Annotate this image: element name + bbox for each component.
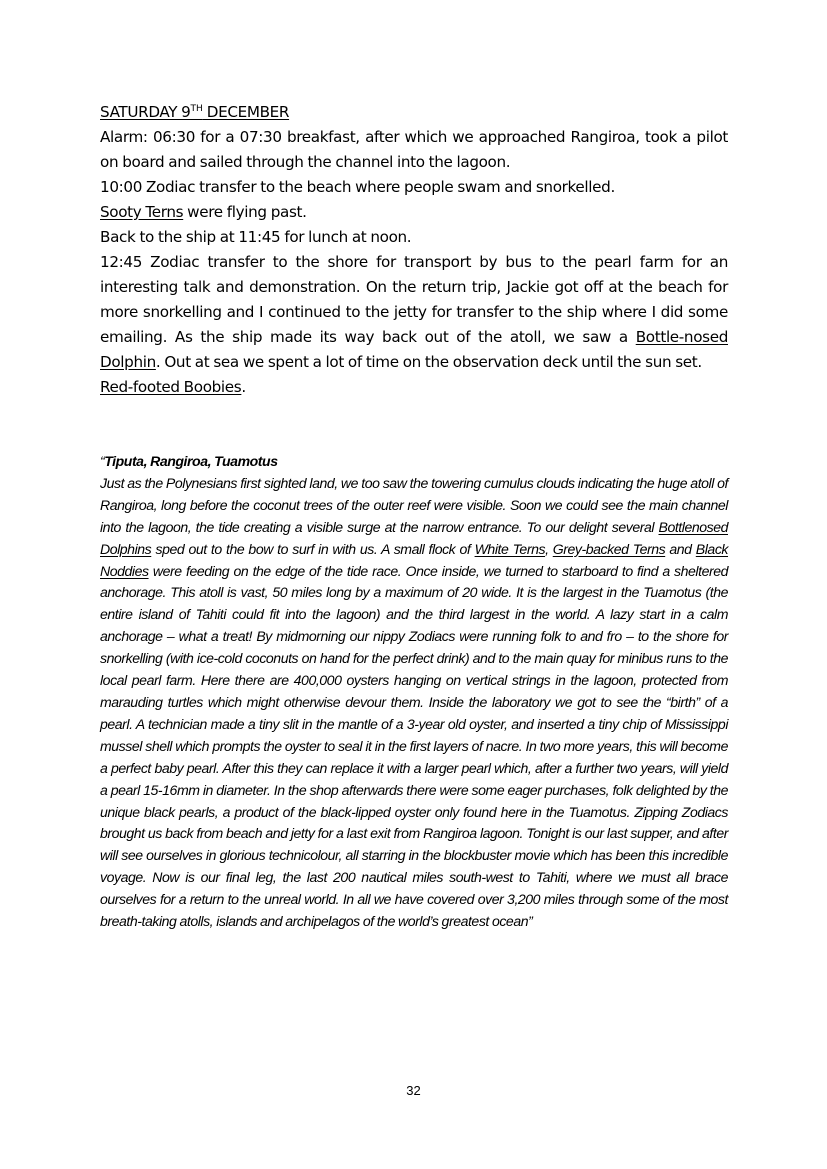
quote-body-part: , [545,540,553,557]
diary-entry [100,100,728,400]
diary-paragraph-zodiac-beach: 10:00 Zodiac transfer to the beach where people swam and snorkelled. [100,178,615,196]
species-bottle-nosed-dolphin: Bottle-nosed Dolphin [100,328,728,371]
heading-ordinal: TH [190,104,203,114]
page-number: 32 [406,1083,421,1098]
observation-deck-text: . Out at sea we spent a lot of time on the observation deck until the sun set. [155,353,702,371]
date-heading [100,100,728,125]
heading-day: SATURDAY 9 [100,103,191,121]
date-heading-text [100,103,289,121]
diary-paragraph-sooty-terns [100,200,728,225]
species-bottlenosed-dolphins: Bottlenosed Dolphins [100,518,728,557]
diary-paragraph-alarm: Alarm: 06:30 for a 07:30 breakfast, after which we approached Rangiroa, took a pilot on board and sailed through the channel into the lagoon. [100,128,728,171]
quote-body-part: and [665,540,696,557]
quote-title [100,451,728,473]
species-sooty-terns: Sooty Terns [100,203,184,221]
diary-paragraph-pearl-farm [100,250,728,375]
heading-month: DECEMBER [202,103,290,121]
quoted-log-excerpt [100,451,728,933]
open-quote-mark: “ [100,453,105,469]
quote-body [100,473,728,933]
quote-body-part: sped out to the bow to surf in with us. A small flock of [151,540,475,557]
species-white-terns: White Terns [474,540,546,557]
species-grey-backed-terns: Grey-backed Terns [552,540,666,557]
quote-body-part: were feeding on the edge of the tide race. Once inside, we turned to starboard to find a sheltered anchorage. This atoll is vast, 50 miles long by a maximum of 20 wide. It is the largest in the Tuamotus (the entire island of Tahiti could fit into the lagoon) and the third largest in the world. A lazy start in a calm anchorage – what a treat! By midmorning our nippy Zodiacs were running folk to and fro – to the shore for snorkelling (with ice-cold coconuts on hand for the perfect drink) and to the main quay for minibus runs to the local pearl farm. Here there are 400,000 oysters hanging on vertical strings in the lagoon, protected from marauding turtles which might otherwise devour them. Inside the laboratory we got to see the “birth” of a pearl. A technician made a tiny slit in the mantle of a 3-year old oyster, and inserted a tiny chip of Mississippi mussel shell which prompts the oyster to seal it in the first layers of nacre. In two more years, this will become a perfect baby pearl. After this they can replace it with a larger pearl which, after a further two years, will yield a pearl 15-16mm in diameter. In the shop afterwards there were some eager purchases, folk delighted by the unique black pearls, a product of the black-lipped oyster only found here in the Tuamotus. Zipping Zodiacs brought us back from beach and jetty for a last exit from Rangiroa lagoon. Tonight is our last supper, and after will see ourselves in glorious technicolour, all starring in the blockbuster movie which has been this incredible voyage. Now is our final leg, the last 200 nautical miles south-west to Tahiti, where we must all brace ourselves for a return to the unreal world. In all we have covered over 3,200 miles through some of the most breath-taking atolls, islands and archipelagos of the world’s greatest ocean” [100,562,728,930]
pearl-farm-text: 12:45 Zodiac transfer to the shore for transport by bus to the pearl farm for an interesting talk and demonstration. On the return trip, Jackie got off at the beach for more snorkelling and I continued to the jetty for transfer to the ship where I did some emailing. As the ship made its way back out of the atoll, we saw a [100,253,728,346]
quote-body-part: Just as the Polynesians first sighted land, we too saw the towering cumulus clouds indicating the huge atoll of Rangiroa, long before the coconut trees of the outer reef were visible. Soon we could see the main channel into the lagoon, the tide creating a visible surge at the narrow entrance. To our delight several [100,474,728,535]
sightings-text: were flying past. [183,203,307,221]
species-black-noddies: Black Noddies [100,540,729,579]
diary-paragraph-boobies [100,375,728,400]
species-red-footed-boobies: Red-footed Boobies [100,378,242,396]
boobies-period: . [241,378,246,396]
diary-paragraph-lunch: Back to the ship at 11:45 for lunch at noon. [100,228,412,246]
quote-title-text: Tiputa, Rangiroa, Tuamotus [104,453,278,469]
